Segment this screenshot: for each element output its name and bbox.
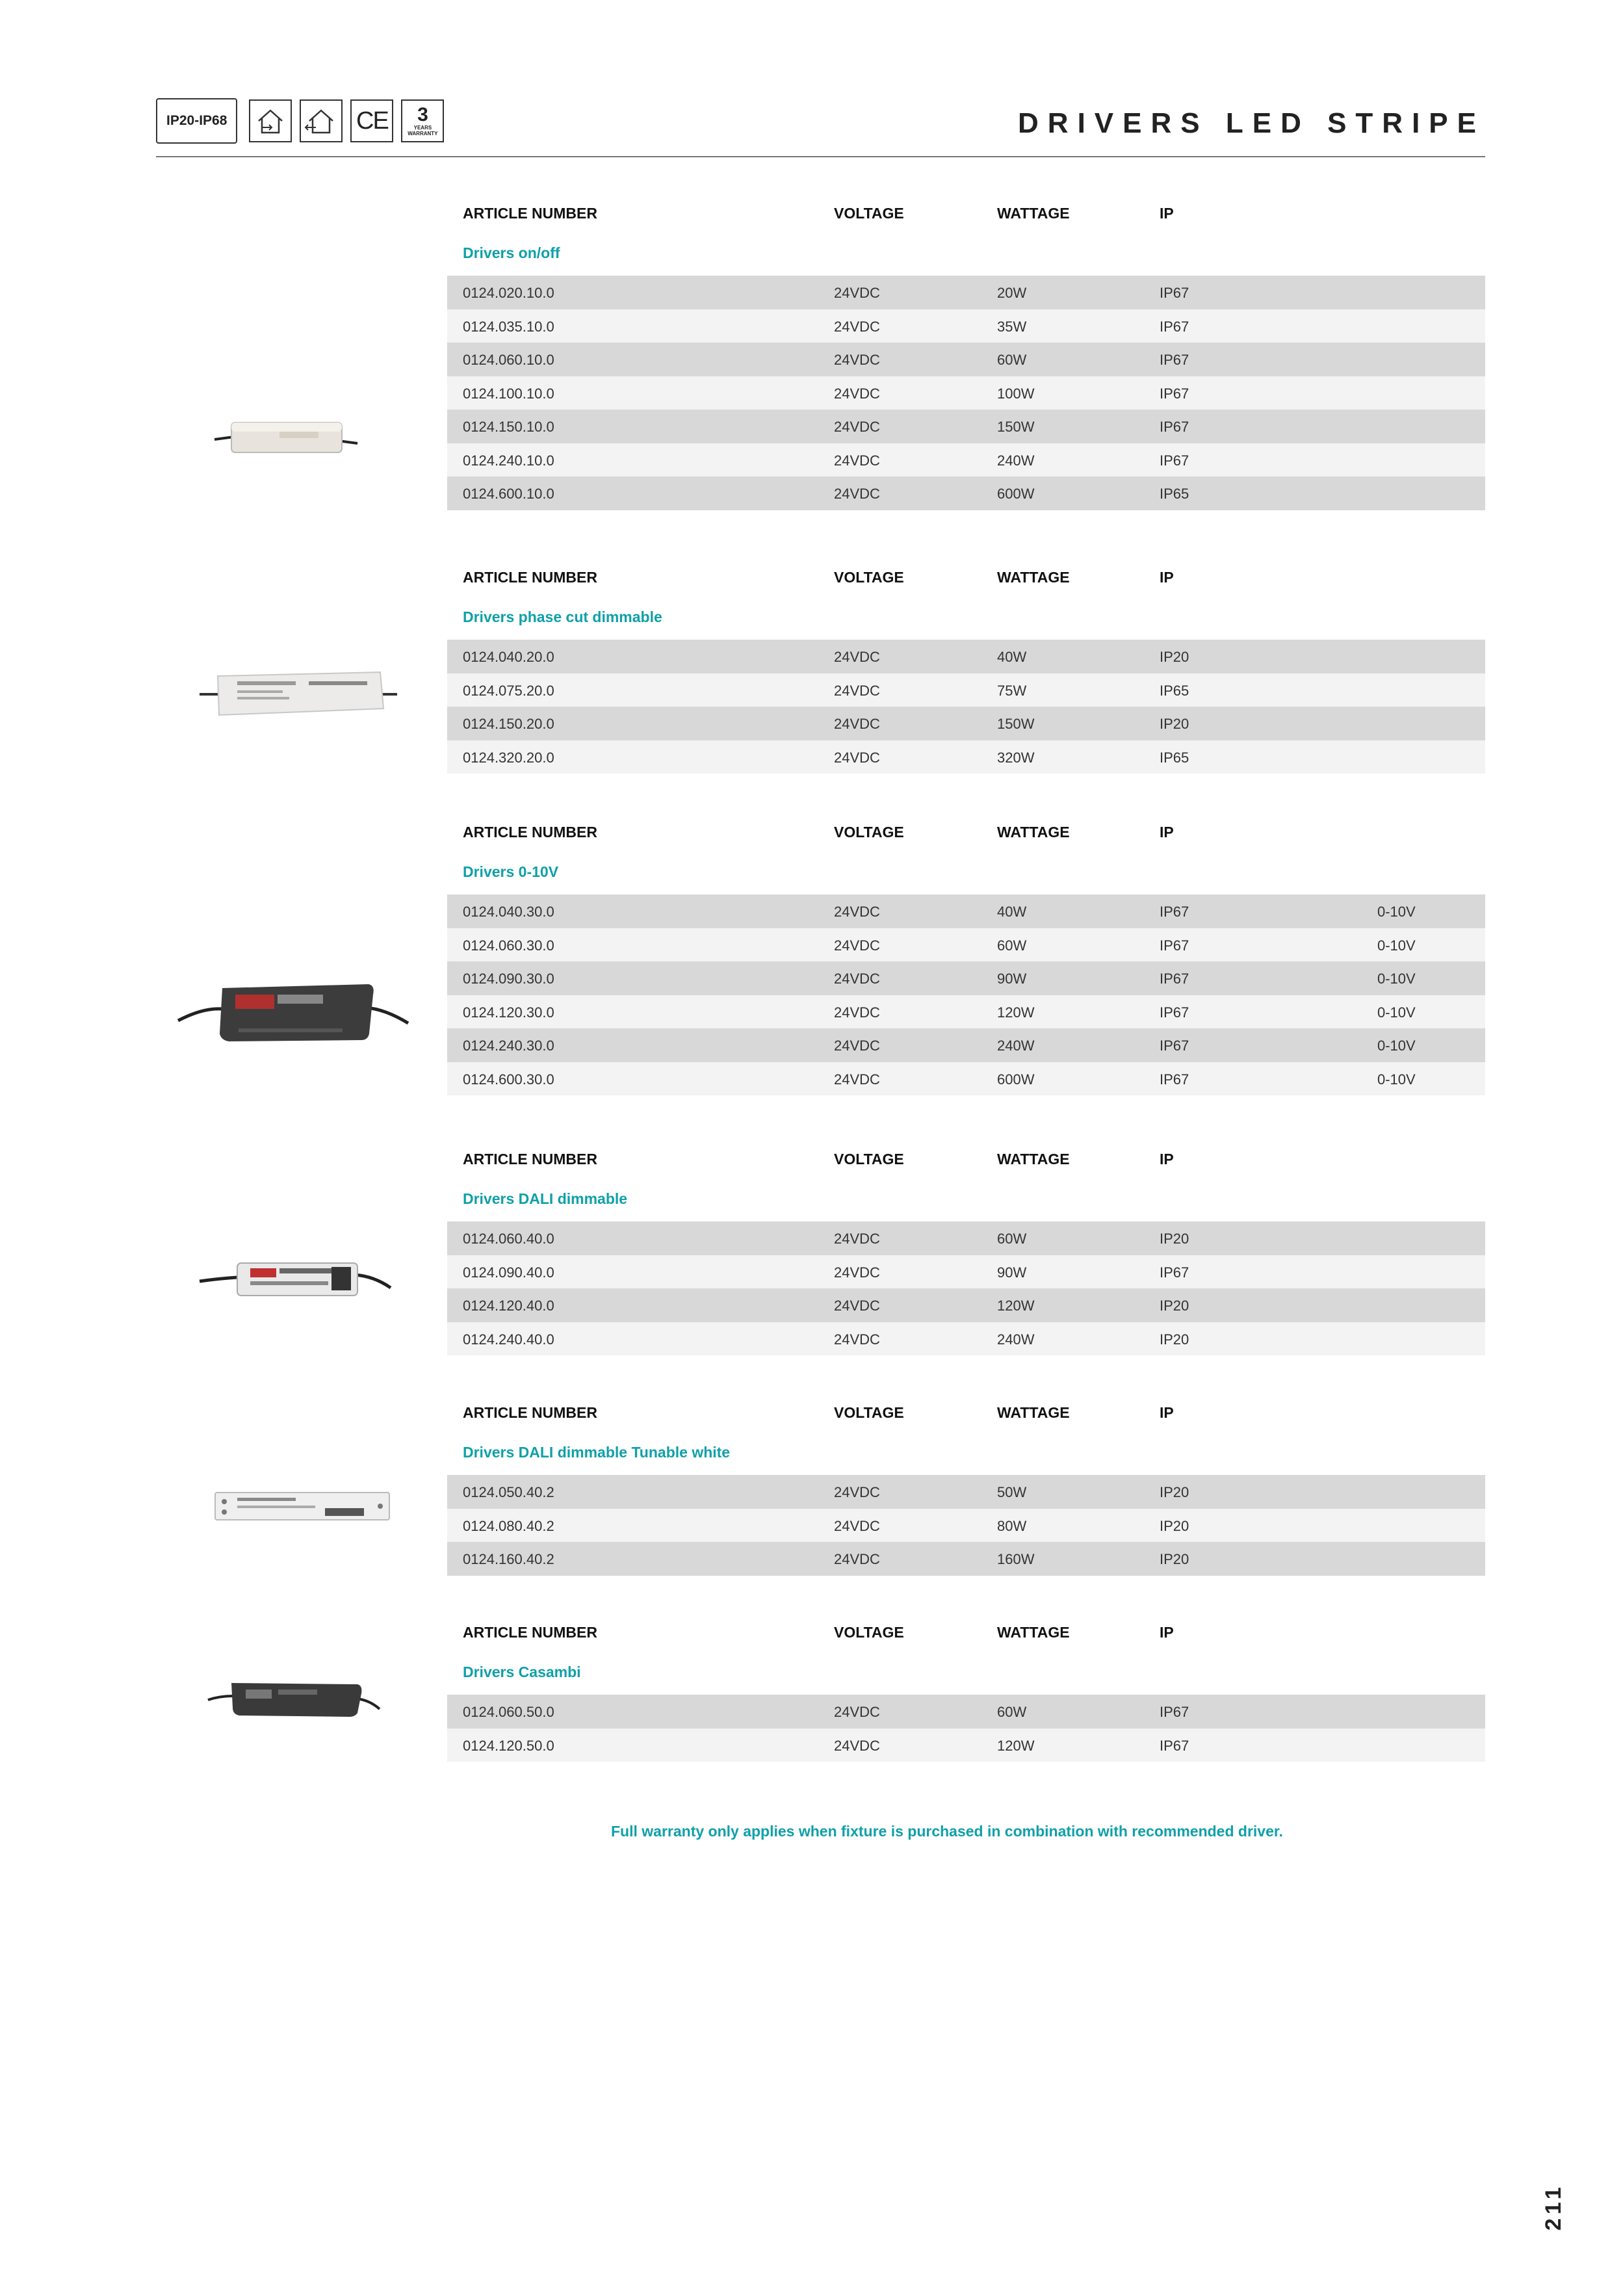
- cell-ip: IP20: [1160, 1484, 1189, 1500]
- cell-ip: IP20: [1160, 1331, 1189, 1348]
- cell-voltage: 24VDC: [834, 749, 880, 766]
- cell-ip: IP65: [1160, 749, 1189, 766]
- cell-wattage: 240W: [997, 452, 1035, 469]
- table-body: [447, 1475, 1485, 1576]
- column-header-wattage: WATTAGE: [997, 1624, 1070, 1641]
- driver-on-off-image: [208, 403, 364, 468]
- cell-voltage: 24VDC: [834, 1004, 880, 1021]
- warranty-icon: [401, 99, 444, 142]
- column-header-article: ARTICLE NUMBER: [463, 824, 597, 841]
- column-header-voltage: VOLTAGE: [834, 569, 904, 586]
- cell-voltage: 24VDC: [834, 1704, 880, 1720]
- column-header-ip: IP: [1160, 569, 1174, 586]
- cell-article: 0124.050.40.2: [463, 1484, 554, 1500]
- table-row: [447, 928, 1485, 962]
- cell-voltage: 24VDC: [834, 318, 880, 335]
- cell-article: 0124.040.20.0: [463, 649, 554, 665]
- table-row: [447, 1221, 1485, 1255]
- column-header-row: [447, 1614, 1485, 1653]
- cell-voltage: 24VDC: [834, 452, 880, 469]
- ce-mark-text: CE: [356, 107, 388, 135]
- table-body: [447, 894, 1485, 1095]
- cell-wattage: 40W: [997, 649, 1027, 665]
- cell-article: 0124.240.30.0: [463, 1037, 554, 1054]
- column-header-row: [447, 559, 1485, 598]
- column-header-wattage: WATTAGE: [997, 1151, 1070, 1168]
- cell-article: 0124.600.30.0: [463, 1071, 554, 1088]
- warranty-years: 3: [417, 104, 428, 125]
- header-divider: [156, 156, 1485, 157]
- column-header-voltage: VOLTAGE: [834, 1404, 904, 1421]
- section-title: [447, 1433, 1485, 1475]
- cell-voltage: 24VDC: [834, 1037, 880, 1054]
- driver-dali-image: [198, 1245, 393, 1310]
- column-header-wattage: WATTAGE: [997, 1404, 1070, 1421]
- table-row: [447, 443, 1485, 477]
- cell-wattage: 60W: [997, 1231, 1027, 1247]
- column-header-row: [447, 1394, 1485, 1433]
- cell-article: 0124.150.10.0: [463, 419, 554, 435]
- table-row: [447, 894, 1485, 928]
- section-title-text: Drivers 0-10V: [463, 863, 559, 880]
- cell-ip: IP67: [1160, 1737, 1189, 1754]
- cell-voltage: 24VDC: [834, 419, 880, 435]
- section-title-text: Drivers Casambi: [463, 1663, 581, 1680]
- column-header-row: [447, 195, 1485, 234]
- column-header-ip: IP: [1160, 1151, 1174, 1168]
- section-title-text: Drivers on/off: [463, 244, 560, 261]
- cell-ip: IP67: [1160, 937, 1189, 954]
- table-row: [447, 1475, 1485, 1509]
- cell-voltage: 24VDC: [834, 937, 880, 954]
- cell-article: 0124.020.10.0: [463, 285, 554, 301]
- cell-wattage: 50W: [997, 1484, 1027, 1500]
- column-header-article: ARTICLE NUMBER: [463, 569, 597, 586]
- cell-article: 0124.160.40.2: [463, 1551, 554, 1567]
- cell-voltage: 24VDC: [834, 1737, 880, 1754]
- section-title-text: Drivers phase cut dimmable: [463, 608, 662, 625]
- table-row: [447, 410, 1485, 443]
- column-header-article: ARTICLE NUMBER: [463, 1151, 597, 1168]
- column-header-ip: IP: [1160, 1404, 1174, 1421]
- cell-ip: IP67: [1160, 1264, 1189, 1281]
- section-title: [447, 234, 1485, 276]
- cell-voltage: 24VDC: [834, 1517, 880, 1534]
- column-header-article: ARTICLE NUMBER: [463, 205, 597, 222]
- cell-wattage: 80W: [997, 1517, 1027, 1534]
- cell-ip: IP20: [1160, 649, 1189, 665]
- cell-voltage: 24VDC: [834, 1551, 880, 1567]
- cell-article: 0124.240.40.0: [463, 1331, 554, 1348]
- table-row: [447, 276, 1485, 309]
- column-header-article: ARTICLE NUMBER: [463, 1624, 597, 1641]
- section-title-text: Drivers DALI dimmable: [463, 1190, 628, 1207]
- ip-rating-badge: IP20-IP68: [156, 98, 237, 144]
- column-header-row: [447, 814, 1485, 853]
- column-header-row: [447, 1141, 1485, 1180]
- column-header-voltage: VOLTAGE: [834, 1624, 904, 1641]
- cell-voltage: 24VDC: [834, 649, 880, 665]
- column-header-ip: IP: [1160, 205, 1174, 222]
- section-drivers-on-off: [447, 195, 1485, 510]
- cell-wattage: 120W: [997, 1298, 1035, 1314]
- table-body: [447, 640, 1485, 774]
- driver-casambi-image: [207, 1667, 382, 1726]
- table-row: [447, 309, 1485, 343]
- section-title: [447, 1653, 1485, 1695]
- table-row: [447, 707, 1485, 740]
- table-row: [447, 740, 1485, 774]
- cell-ip: IP20: [1160, 1517, 1189, 1534]
- cell-article: 0124.150.20.0: [463, 716, 554, 732]
- cell-article: 0124.240.10.0: [463, 452, 554, 469]
- cell-dimming: 0-10V: [1377, 1071, 1416, 1088]
- column-header-wattage: WATTAGE: [997, 205, 1070, 222]
- cell-ip: IP67: [1160, 285, 1189, 301]
- cell-ip: IP67: [1160, 904, 1189, 920]
- cell-article: 0124.120.50.0: [463, 1737, 554, 1754]
- cell-ip: IP67: [1160, 419, 1189, 435]
- section-title: [447, 853, 1485, 894]
- cell-ip: IP67: [1160, 1037, 1189, 1054]
- cell-voltage: 24VDC: [834, 1264, 880, 1281]
- cell-wattage: 120W: [997, 1004, 1035, 1021]
- cell-voltage: 24VDC: [834, 1331, 880, 1348]
- cell-voltage: 24VDC: [834, 716, 880, 732]
- cell-dimming: 0-10V: [1377, 904, 1416, 920]
- table-row: [447, 1509, 1485, 1543]
- cell-wattage: 600W: [997, 1071, 1035, 1088]
- cell-voltage: 24VDC: [834, 352, 880, 368]
- cell-article: 0124.035.10.0: [463, 318, 554, 335]
- cell-ip: IP67: [1160, 1071, 1189, 1088]
- table-row: [447, 640, 1485, 673]
- cell-wattage: 150W: [997, 419, 1035, 435]
- cell-ip: IP67: [1160, 971, 1189, 987]
- cell-dimming: 0-10V: [1377, 1004, 1416, 1021]
- column-header-ip: IP: [1160, 1624, 1174, 1641]
- warranty-footnote: Full warranty only applies when fixture is purchased in combination with recommended driver.: [611, 1823, 1283, 1840]
- column-header-ip: IP: [1160, 824, 1174, 841]
- cell-voltage: 24VDC: [834, 904, 880, 920]
- cell-voltage: 24VDC: [834, 1298, 880, 1314]
- cell-ip: IP67: [1160, 352, 1189, 368]
- cell-ip: IP20: [1160, 1298, 1189, 1314]
- section-drivers-dali: [447, 1141, 1485, 1355]
- table-row: [447, 1695, 1485, 1729]
- section-drivers-phase-cut: [447, 559, 1485, 774]
- cell-voltage: 24VDC: [834, 682, 880, 699]
- table-row: [447, 1322, 1485, 1356]
- cell-wattage: 150W: [997, 716, 1035, 732]
- cell-article: 0124.090.30.0: [463, 971, 554, 987]
- certification-icons: [156, 98, 444, 144]
- cell-article: 0124.060.40.0: [463, 1231, 554, 1247]
- cell-dimming: 0-10V: [1377, 1037, 1416, 1054]
- cell-ip: IP65: [1160, 682, 1189, 699]
- table-row: [447, 961, 1485, 995]
- cell-wattage: 60W: [997, 352, 1027, 368]
- cell-dimming: 0-10V: [1377, 937, 1416, 954]
- table-body: [447, 1221, 1485, 1355]
- cell-ip: IP67: [1160, 318, 1189, 335]
- cell-wattage: 120W: [997, 1737, 1035, 1754]
- section-title: [447, 1180, 1485, 1221]
- indoor-house-icon: [249, 99, 292, 142]
- column-header-voltage: VOLTAGE: [834, 1151, 904, 1168]
- cell-article: 0124.060.10.0: [463, 352, 554, 368]
- cell-wattage: 40W: [997, 904, 1027, 920]
- cell-wattage: 160W: [997, 1551, 1035, 1567]
- cell-voltage: 24VDC: [834, 971, 880, 987]
- cell-voltage: 24VDC: [834, 285, 880, 301]
- table-row: [447, 476, 1485, 510]
- driver-phase-cut-image: [198, 657, 400, 728]
- outdoor-house-icon: [300, 99, 343, 142]
- cell-wattage: 75W: [997, 682, 1027, 699]
- cell-article: 0124.080.40.2: [463, 1517, 554, 1534]
- cell-wattage: 60W: [997, 1704, 1027, 1720]
- cell-voltage: 24VDC: [834, 1071, 880, 1088]
- table-row: [447, 1255, 1485, 1289]
- table-row: [447, 1542, 1485, 1576]
- cell-article: 0124.090.40.0: [463, 1264, 554, 1281]
- section-title-text: Drivers DALI dimmable Tunable white: [463, 1444, 731, 1461]
- cell-voltage: 24VDC: [834, 1231, 880, 1247]
- driver-dali-tunable-white-image: [211, 1487, 393, 1524]
- cell-article: 0124.040.30.0: [463, 904, 554, 920]
- cell-ip: IP20: [1160, 716, 1189, 732]
- cell-ip: IP20: [1160, 1231, 1189, 1247]
- cell-ip: IP20: [1160, 1551, 1189, 1567]
- cell-voltage: 24VDC: [834, 486, 880, 502]
- cell-wattage: 240W: [997, 1331, 1035, 1348]
- cell-wattage: 20W: [997, 285, 1027, 301]
- section-drivers-0-10v: [447, 814, 1485, 1095]
- ce-mark-icon: [350, 99, 393, 142]
- cell-wattage: 35W: [997, 318, 1027, 335]
- cell-wattage: 240W: [997, 1037, 1035, 1054]
- cell-wattage: 90W: [997, 1264, 1027, 1281]
- table-row: [447, 1062, 1485, 1096]
- table-body: [447, 276, 1485, 510]
- driver-0-10v-image: [177, 969, 411, 1053]
- column-header-voltage: VOLTAGE: [834, 824, 904, 841]
- warranty-label: WARRANTY: [408, 131, 438, 137]
- page-number: 211: [1540, 2183, 1566, 2231]
- table-row: [447, 1288, 1485, 1322]
- warranty-label-years: YEARS: [413, 125, 432, 131]
- cell-ip: IP65: [1160, 486, 1189, 502]
- cell-ip: IP67: [1160, 452, 1189, 469]
- section-title: [447, 598, 1485, 640]
- cell-article: 0124.060.30.0: [463, 937, 554, 954]
- table-row: [447, 1729, 1485, 1762]
- cell-wattage: 600W: [997, 486, 1035, 502]
- column-header-voltage: VOLTAGE: [834, 205, 904, 222]
- cell-dimming: 0-10V: [1377, 971, 1416, 987]
- cell-ip: IP67: [1160, 1004, 1189, 1021]
- cell-wattage: 60W: [997, 937, 1027, 954]
- cell-article: 0124.120.30.0: [463, 1004, 554, 1021]
- cell-article: 0124.075.20.0: [463, 682, 554, 699]
- table-row: [447, 343, 1485, 376]
- cell-article: 0124.120.40.0: [463, 1298, 554, 1314]
- cell-wattage: 100W: [997, 385, 1035, 402]
- section-drivers-dali-tunable-white: [447, 1394, 1485, 1576]
- table-row: [447, 1028, 1485, 1062]
- cell-article: 0124.320.20.0: [463, 749, 554, 766]
- cell-voltage: 24VDC: [834, 385, 880, 402]
- cell-wattage: 320W: [997, 749, 1035, 766]
- table-row: [447, 673, 1485, 707]
- column-header-wattage: WATTAGE: [997, 569, 1070, 586]
- cell-article: 0124.100.10.0: [463, 385, 554, 402]
- cell-ip: IP67: [1160, 385, 1189, 402]
- table-row: [447, 376, 1485, 410]
- section-drivers-casambi: [447, 1614, 1485, 1762]
- cell-wattage: 90W: [997, 971, 1027, 987]
- column-header-wattage: WATTAGE: [997, 824, 1070, 841]
- cell-article: 0124.060.50.0: [463, 1704, 554, 1720]
- page-title: DRIVERS LED STRIPE: [1018, 107, 1485, 139]
- cell-article: 0124.600.10.0: [463, 486, 554, 502]
- cell-ip: IP67: [1160, 1704, 1189, 1720]
- table-row: [447, 995, 1485, 1029]
- table-body: [447, 1695, 1485, 1762]
- cell-voltage: 24VDC: [834, 1484, 880, 1500]
- column-header-article: ARTICLE NUMBER: [463, 1404, 597, 1421]
